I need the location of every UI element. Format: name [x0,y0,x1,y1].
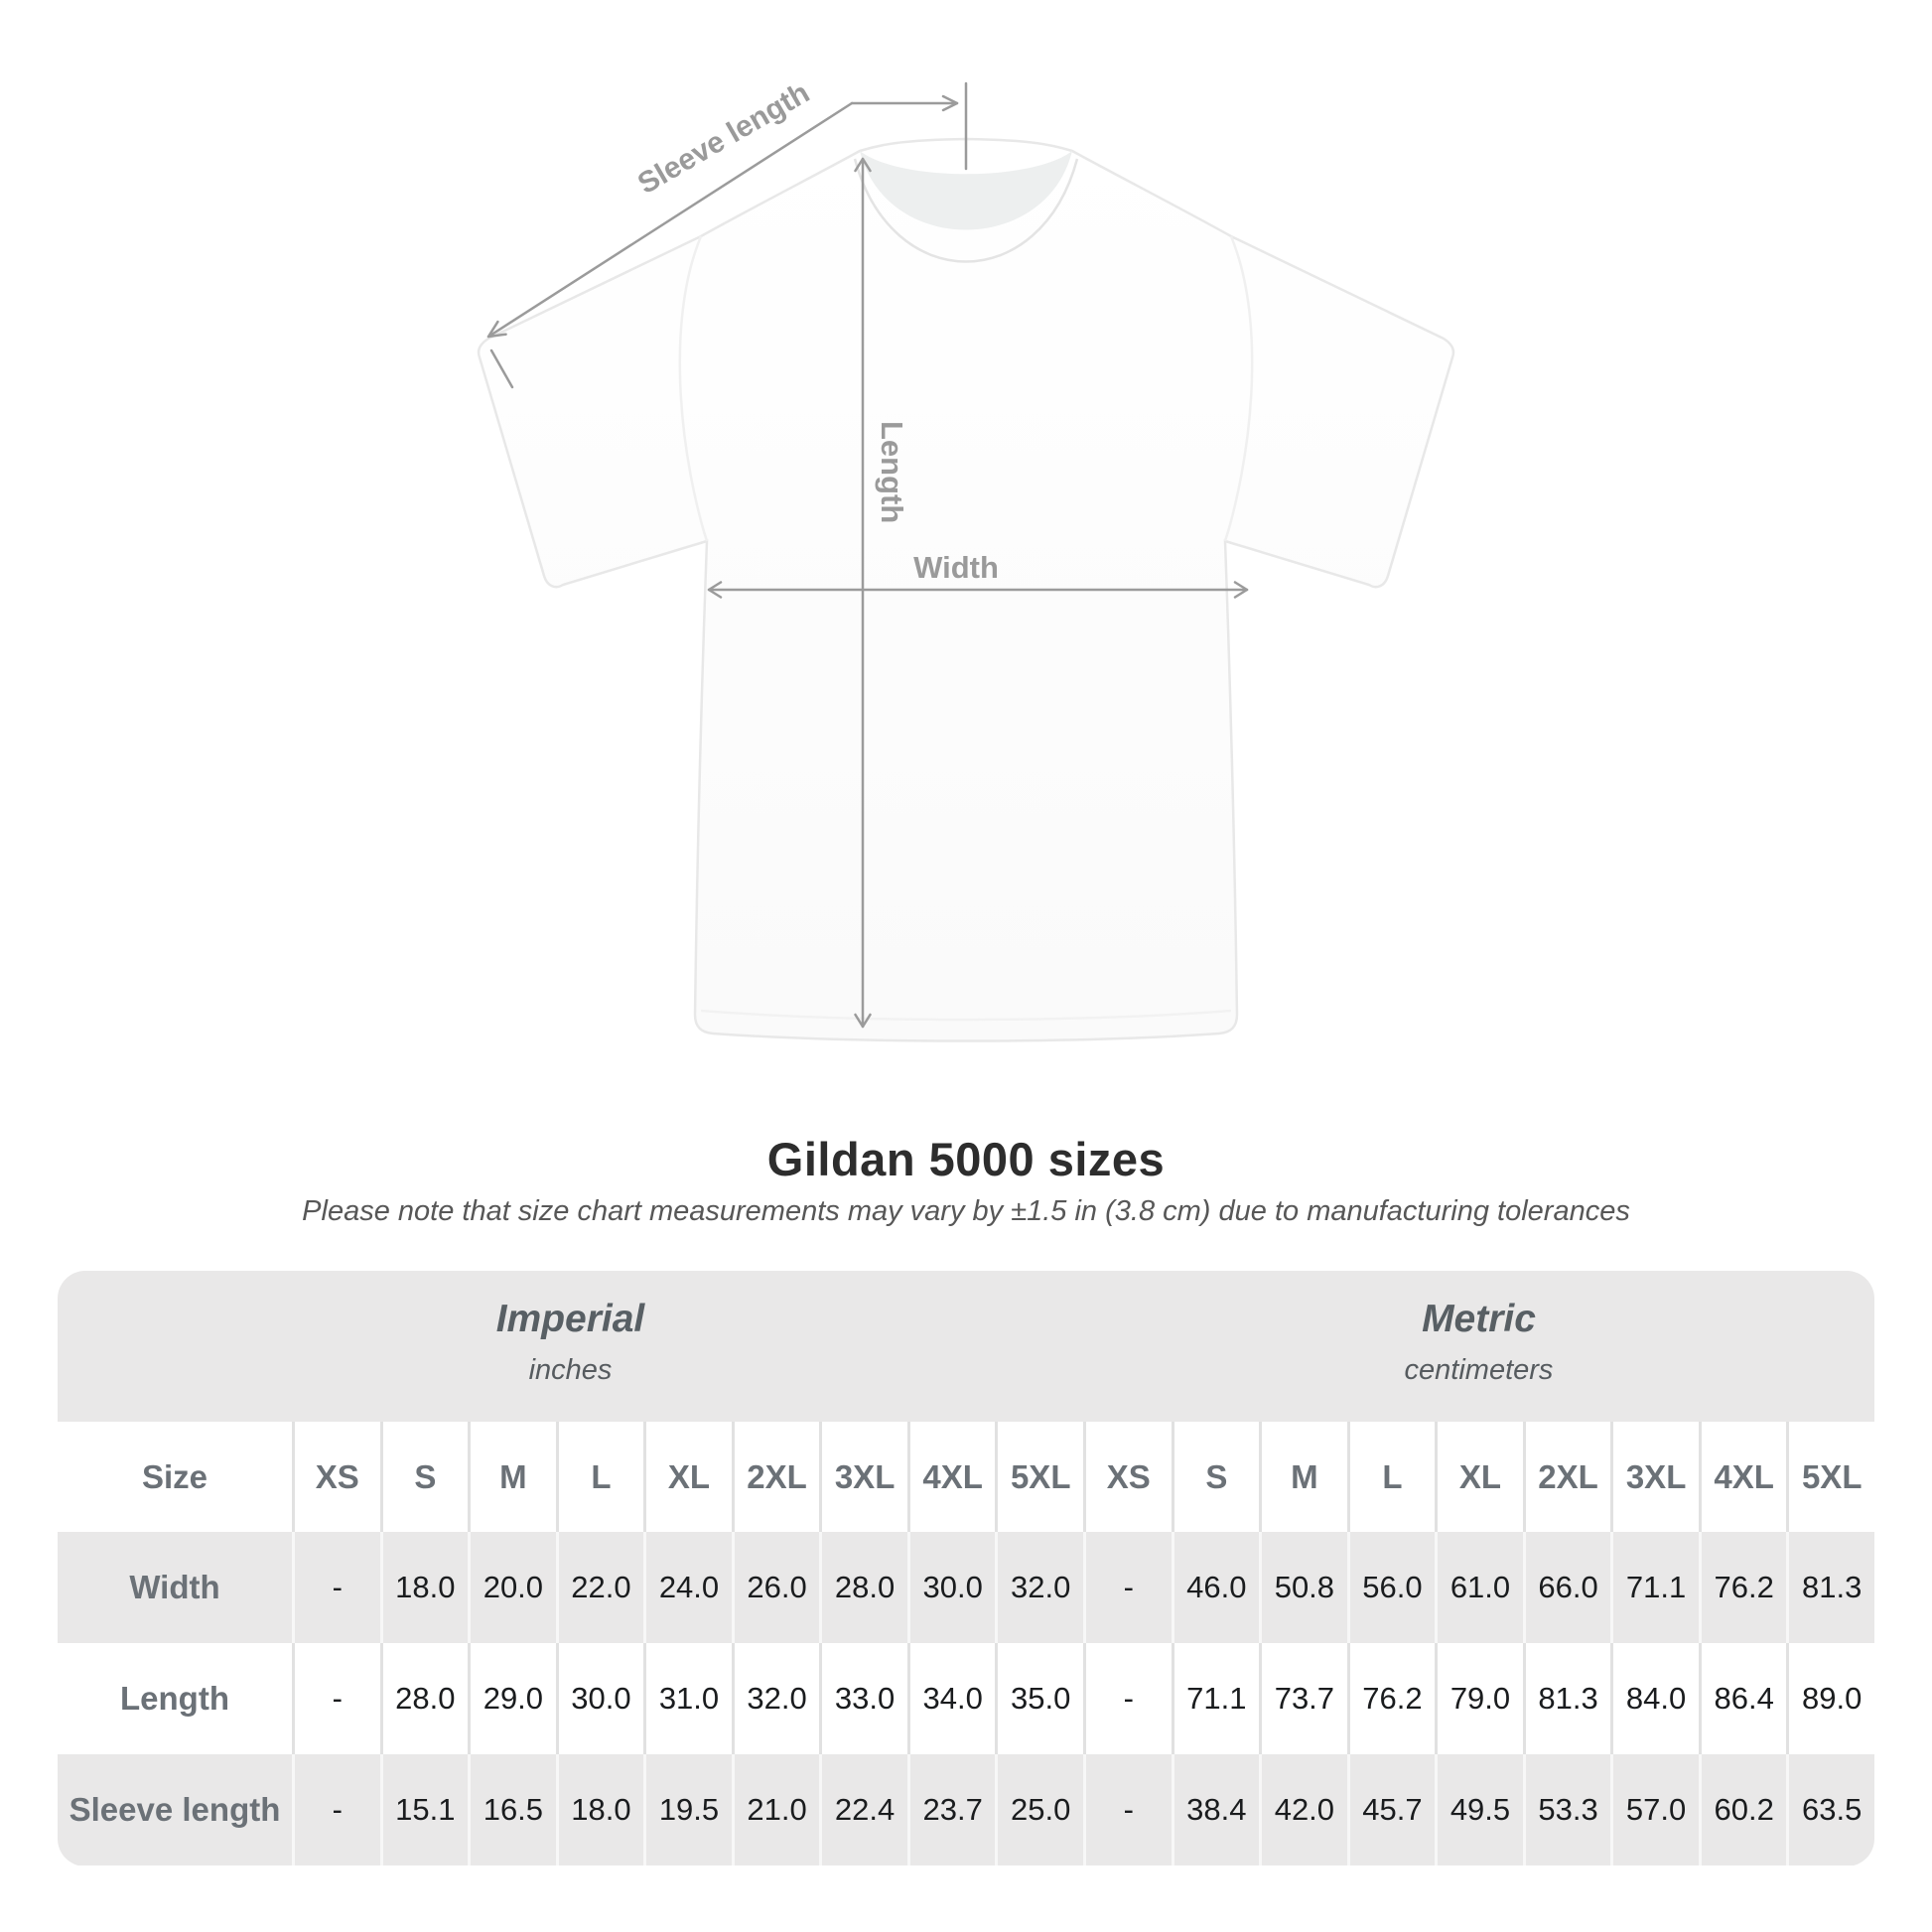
size-header-cell: S [380,1422,469,1532]
value-cell: 71.1 [1610,1532,1699,1643]
value-cell: 81.3 [1523,1643,1611,1754]
value-cell: 89.0 [1786,1643,1874,1754]
value-cell: 28.0 [819,1532,907,1643]
value-cell: 20.0 [468,1532,556,1643]
value-cell: 50.8 [1259,1532,1347,1643]
value-cell: 23.7 [907,1754,996,1865]
value-cell: 28.0 [380,1643,469,1754]
imperial-unit-label: inches [528,1354,613,1386]
metric-section-header [1083,1271,1874,1422]
value-cell: 56.0 [1347,1532,1436,1643]
width-label: Width [913,550,999,585]
value-cell: 15.1 [380,1754,469,1865]
size-header-cell: M [468,1422,556,1532]
value-cell: 79.0 [1435,1643,1523,1754]
value-cell: 45.7 [1347,1754,1436,1865]
sleeve-length-label: Sleeve length [632,75,815,202]
value-cell: 66.0 [1523,1532,1611,1643]
value-cell: 22.0 [556,1532,644,1643]
value-cell: 22.4 [819,1754,907,1865]
value-cell: 34.0 [907,1643,996,1754]
page-subtitle: Please note that size chart measurements may vary by ±1.5 in (3.8 cm) due to manufacturing tolerances [302,1195,1630,1227]
value-cell: - [292,1754,380,1865]
value-cell: 38.4 [1172,1754,1260,1865]
value-cell: - [1083,1643,1172,1754]
value-cell: 18.0 [380,1532,469,1643]
size-header-cell: 2XL [732,1422,820,1532]
size-header-cell: 5XL [1786,1422,1874,1532]
value-cell: 32.0 [732,1643,820,1754]
value-cell: 61.0 [1435,1532,1523,1643]
length-row [58,1643,1874,1754]
value-cell: 30.0 [907,1532,996,1643]
value-cell: 57.0 [1610,1754,1699,1865]
value-cell: 21.0 [732,1754,820,1865]
value-cell: 25.0 [995,1754,1083,1865]
size-header-cell: M [1259,1422,1347,1532]
size-column-header: Size [141,1457,208,1495]
size-header-cell: 5XL [995,1422,1083,1532]
size-header-cell: 4XL [907,1422,996,1532]
sleeve-length-row [58,1754,1874,1865]
size-header-cell: XS [292,1422,380,1532]
size-header-row [58,1422,1874,1532]
value-cell: 31.0 [643,1643,732,1754]
value-cell: 18.0 [556,1754,644,1865]
size-header-cell: XL [1435,1422,1523,1532]
width-row [58,1532,1874,1643]
value-cell: 73.7 [1259,1643,1347,1754]
value-cell: 63.5 [1786,1754,1874,1865]
value-cell: - [292,1643,380,1754]
size-header-cell: S [1172,1422,1260,1532]
value-cell: 76.2 [1699,1532,1787,1643]
page-title: Gildan 5000 sizes [766,1133,1166,1185]
row-label-length: Length [120,1680,229,1717]
value-cell: 60.2 [1699,1754,1787,1865]
size-header-cell: XL [643,1422,732,1532]
value-cell: 19.5 [643,1754,732,1865]
value-cell: 42.0 [1259,1754,1347,1865]
value-cell: - [292,1532,380,1643]
size-header-cell: 3XL [819,1422,907,1532]
value-cell: - [1083,1532,1172,1643]
length-label: Length [875,421,909,524]
value-cell: 81.3 [1786,1532,1874,1643]
units-header-row [58,1271,1874,1422]
value-cell: 33.0 [819,1643,907,1754]
size-header-cell: XS [1083,1422,1172,1532]
value-cell: 16.5 [468,1754,556,1865]
value-cell: 24.0 [643,1532,732,1643]
value-cell: 46.0 [1172,1532,1260,1643]
metric-unit-label: centimeters [1404,1354,1554,1386]
value-cell: 49.5 [1435,1754,1523,1865]
size-table [58,1271,1874,1866]
size-header-cell: 2XL [1523,1422,1611,1532]
imperial-section-header [58,1271,1083,1422]
row-label-sleeve-length: Sleeve length [69,1791,281,1828]
size-header-cell: 4XL [1699,1422,1787,1532]
size-header-cell: L [1347,1422,1436,1532]
row-label-width: Width [129,1569,220,1605]
imperial-label: Imperial [495,1298,645,1340]
value-cell: 76.2 [1347,1643,1436,1754]
value-cell: 29.0 [468,1643,556,1754]
value-cell: 86.4 [1699,1643,1787,1754]
size-header-cell: L [556,1422,644,1532]
value-cell: - [1083,1754,1172,1865]
size-header-cell: 3XL [1610,1422,1699,1532]
value-cell: 32.0 [995,1532,1083,1643]
value-cell: 71.1 [1172,1643,1260,1754]
value-cell: 30.0 [556,1643,644,1754]
metric-label: Metric [1422,1298,1536,1340]
value-cell: 53.3 [1523,1754,1611,1865]
value-cell: 84.0 [1610,1643,1699,1754]
value-cell: 26.0 [732,1532,820,1643]
sleeve-arrowhead [488,322,506,337]
value-cell: 35.0 [995,1643,1083,1754]
